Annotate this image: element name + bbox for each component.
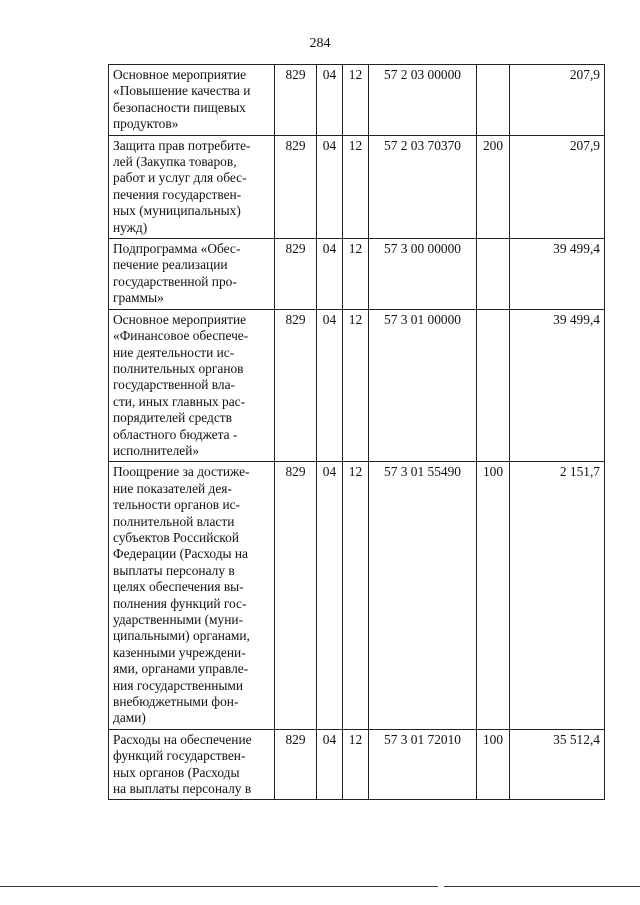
row-name-line: ципальными) органами,	[113, 628, 250, 644]
section-code: 04	[317, 729, 343, 800]
target-article-code: 57 3 01 72010	[369, 729, 477, 800]
row-name-line: ями, органами управле-	[113, 661, 249, 677]
row-name-line: Поощрение за достиже-	[113, 464, 250, 480]
row-name	[109, 135, 275, 238]
section-code: 04	[317, 309, 343, 462]
target-article-code: 57 3 00 00000	[369, 239, 477, 310]
row-name-line: ние показателей дея-	[113, 480, 232, 496]
target-article-code: 57 2 03 00000	[369, 65, 477, 136]
row-name-line: ных (муниципальных)	[113, 203, 241, 219]
row-name	[109, 239, 275, 310]
table-body	[109, 65, 605, 800]
grbs-code: 829	[275, 309, 317, 462]
table-row	[109, 135, 605, 238]
row-name-line: областного бюджета -	[113, 426, 238, 442]
page-bottom-rule	[0, 886, 640, 887]
row-name	[109, 65, 275, 136]
row-name-line: полнительных органов	[113, 360, 244, 376]
row-name-line: продуктов»	[113, 116, 179, 132]
row-name-line: порядителей средств	[113, 410, 232, 426]
expense-type-code	[477, 239, 510, 310]
subsection-code: 12	[343, 239, 369, 310]
row-name-line: тельности органов ис-	[113, 497, 241, 513]
row-name-line: целях обеспечения вы-	[113, 579, 244, 595]
row-name-line: внебюджетными фон-	[113, 694, 239, 710]
row-name-line: ных органов (Расходы	[113, 764, 240, 780]
table-row	[109, 65, 605, 136]
expense-type-code: 200	[477, 135, 510, 238]
amount: 35 512,4	[510, 729, 605, 800]
row-name-line: лей (Закупка товаров,	[113, 154, 237, 170]
row-name-line: казенными учреждени-	[113, 644, 246, 660]
amount: 207,9	[510, 65, 605, 136]
amount: 39 499,4	[510, 309, 605, 462]
section-code: 04	[317, 462, 343, 730]
expense-type-code	[477, 65, 510, 136]
grbs-code: 829	[275, 135, 317, 238]
row-name-line: полнения функций гос-	[113, 595, 247, 611]
row-name-line: субъектов Российской	[113, 529, 239, 545]
table-row	[109, 729, 605, 800]
table-row	[109, 309, 605, 462]
row-name-line: ударственными (муни-	[113, 612, 244, 627]
page-bottom-rule-gap	[438, 885, 444, 888]
row-name	[109, 462, 275, 730]
table-row	[109, 239, 605, 310]
row-name-line: на выплаты персоналу в	[113, 781, 252, 797]
subsection-code: 12	[343, 309, 369, 462]
row-name-line: граммы»	[113, 290, 164, 306]
subsection-code: 12	[343, 462, 369, 730]
target-article-code: 57 3 01 00000	[369, 309, 477, 462]
row-name-line: Федерации (Расходы на	[113, 546, 248, 562]
row-name-line: нужд)	[113, 219, 148, 235]
row-name-line: «Финансовое обеспече-	[113, 328, 249, 344]
subsection-code: 12	[343, 729, 369, 800]
grbs-code: 829	[275, 462, 317, 730]
section-code: 04	[317, 135, 343, 238]
expense-type-code: 100	[477, 729, 510, 800]
section-code: 04	[317, 65, 343, 136]
row-name-line: полнительной власти	[113, 513, 235, 529]
row-name-line: «Повышение качества и	[113, 83, 251, 99]
grbs-code: 829	[275, 729, 317, 800]
table-row	[109, 462, 605, 730]
page-number: 284	[309, 36, 331, 51]
section-code: 04	[317, 239, 343, 310]
target-article-code: 57 3 01 55490	[369, 462, 477, 730]
target-article-code: 57 2 03 70370	[369, 135, 477, 238]
row-name-line: Подпрограмма «Обес-	[113, 241, 241, 257]
row-name-line: Основное мероприятие	[113, 67, 247, 82]
row-name-line: работ и услуг для обес-	[113, 170, 247, 186]
row-name-line: исполнителей»	[113, 442, 200, 458]
subsection-code: 12	[343, 65, 369, 136]
amount: 2 151,7	[510, 462, 605, 730]
grbs-code: 829	[275, 65, 317, 136]
amount: 39 499,4	[510, 239, 605, 310]
row-name-line: сти, иных главных рас-	[113, 393, 246, 409]
row-name-line: печение реализации	[113, 257, 228, 273]
row-name-line: государственной вла-	[113, 377, 236, 393]
row-name-line: государственной про-	[113, 273, 237, 289]
row-name	[109, 729, 275, 800]
row-name	[109, 309, 275, 462]
row-name-line: безопасности пищевых	[113, 99, 246, 115]
grbs-code: 829	[275, 239, 317, 310]
row-name-line: функций государствен-	[113, 748, 246, 764]
row-name-line: выплаты персоналу в	[113, 562, 235, 578]
row-name-line: Основное мероприятие	[113, 311, 247, 327]
row-name-line: ния государственными	[113, 677, 244, 693]
row-name-line: дами)	[113, 710, 146, 726]
amount: 207,9	[510, 135, 605, 238]
budget-table	[108, 64, 605, 800]
row-name-line: Расходы на обеспечение	[113, 731, 252, 747]
row-name-line: Защита прав потребите-	[113, 137, 251, 153]
row-name-line: ние деятельности ис-	[113, 344, 235, 360]
row-name-line: печения государствен-	[113, 186, 242, 202]
expense-type-code	[477, 309, 510, 462]
subsection-code: 12	[343, 135, 369, 238]
expense-type-code: 100	[477, 462, 510, 730]
